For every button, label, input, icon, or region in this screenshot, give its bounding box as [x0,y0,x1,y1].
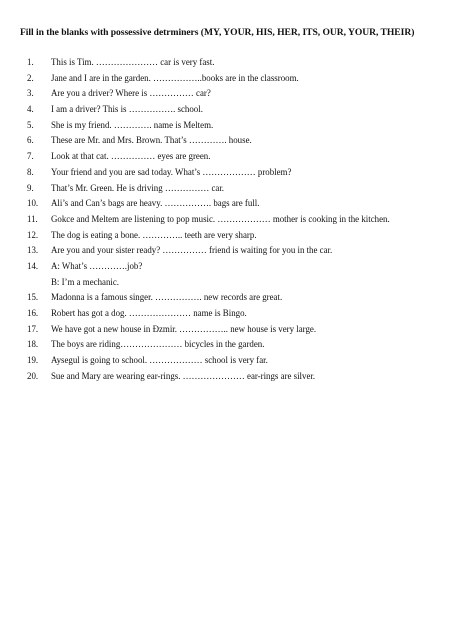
item-sentence: Aysegul is going to school. ……………… school is very far. [51,355,268,366]
item-number: 18. [27,339,39,350]
item-number: 13. [27,245,39,256]
item-sentence: We have got a new house in Đzmir. …………….. new house is very large. [51,323,317,334]
list-item [27,135,457,151]
item-sentence: The dog is eating a bone. ………….. teeth are very sharp. [51,229,257,240]
list-item [27,104,457,120]
item-sentence: Madonna is a famous singer. ……………. new records are great. [51,292,283,303]
item-number: 12. [27,229,39,240]
item-sentence: Are you a driver? Where is …………… car? [51,88,211,99]
exercise-list [27,57,457,386]
item-sentence: This is Tim. ………………… car is very fast. [51,57,215,67]
list-item [27,88,457,104]
item-sentence: Ali’s and Can’s bags are heavy. ……………. bags are full. [51,198,260,209]
list-item [27,151,457,167]
list-item [27,57,457,73]
item-number: 14. [27,260,39,271]
item-sentence: That’s Mr. Green. He is driving …………… car. [51,182,225,193]
list-item [27,355,457,371]
item-number: 7. [27,151,34,162]
item-number: 16. [27,308,39,318]
item-number: 2. [27,72,34,83]
list-item [27,120,457,136]
item-sentence: Are you and your sister ready? …………… friend is waiting for you in the car. [51,245,333,256]
item-number: 4. [27,104,34,115]
list-item [27,308,457,324]
list-item [27,214,457,230]
item-number: 6. [27,135,34,146]
list-item [27,292,457,308]
item-sentence: A: What’s ………….job? [51,260,143,271]
list-item [27,73,457,89]
list-item [27,198,457,214]
item-number: 9. [27,182,34,193]
item-number: 17. [27,323,39,334]
item-number: 19. [27,355,39,366]
item-sentence: Your friend and you are sad today. What’s ……………… problem? [51,166,292,177]
list-item [27,183,457,199]
item-sentence: Jane and I are in the garden. ……………..books are in the classroom. [51,72,299,83]
list-item [27,245,457,261]
item-sentence: Sue and Mary are wearing ear-rings. ………………… ear-rings are silver. [51,370,316,381]
item-sentence: Gokce and Meltem are listening to pop music. ……………… mother is cooking in the kitchen. [51,213,390,224]
item-sentence: These are Mr. and Mrs. Brown. That’s …………. house. [51,135,252,146]
list-item [27,371,457,387]
list-item [27,261,457,277]
item-number: 8. [27,166,34,177]
item-sentence: Look at that cat. …………… eyes are green. [51,151,211,162]
item-number: 1. [27,57,34,67]
item-number: 11. [27,213,38,224]
list-item [27,324,457,340]
list-item [27,339,457,355]
item-sentence: I am a driver? This is ……………. school. [51,104,203,115]
item-number: 3. [27,88,34,99]
item-number: 15. [27,292,39,303]
list-item [27,167,457,183]
item-number: 20. [27,370,39,381]
item-sentence: B: I’m a mechanic. [51,276,120,287]
list-item [27,277,457,293]
item-number: 10. [27,198,39,209]
list-item [27,230,457,246]
item-number: 5. [27,119,34,130]
item-sentence: Robert has got a dog. ………………… name is Bingo. [51,308,247,318]
item-sentence: She is my friend. …………. name is Meltem. [51,119,214,130]
worksheet-title: Fill in the blanks with possessive detrminers (MY, YOUR, HIS, HER, ITS, OUR, YOUR, THEIR) [20,27,415,38]
item-sentence: The boys are riding………………… bicycles in the garden. [51,339,265,350]
